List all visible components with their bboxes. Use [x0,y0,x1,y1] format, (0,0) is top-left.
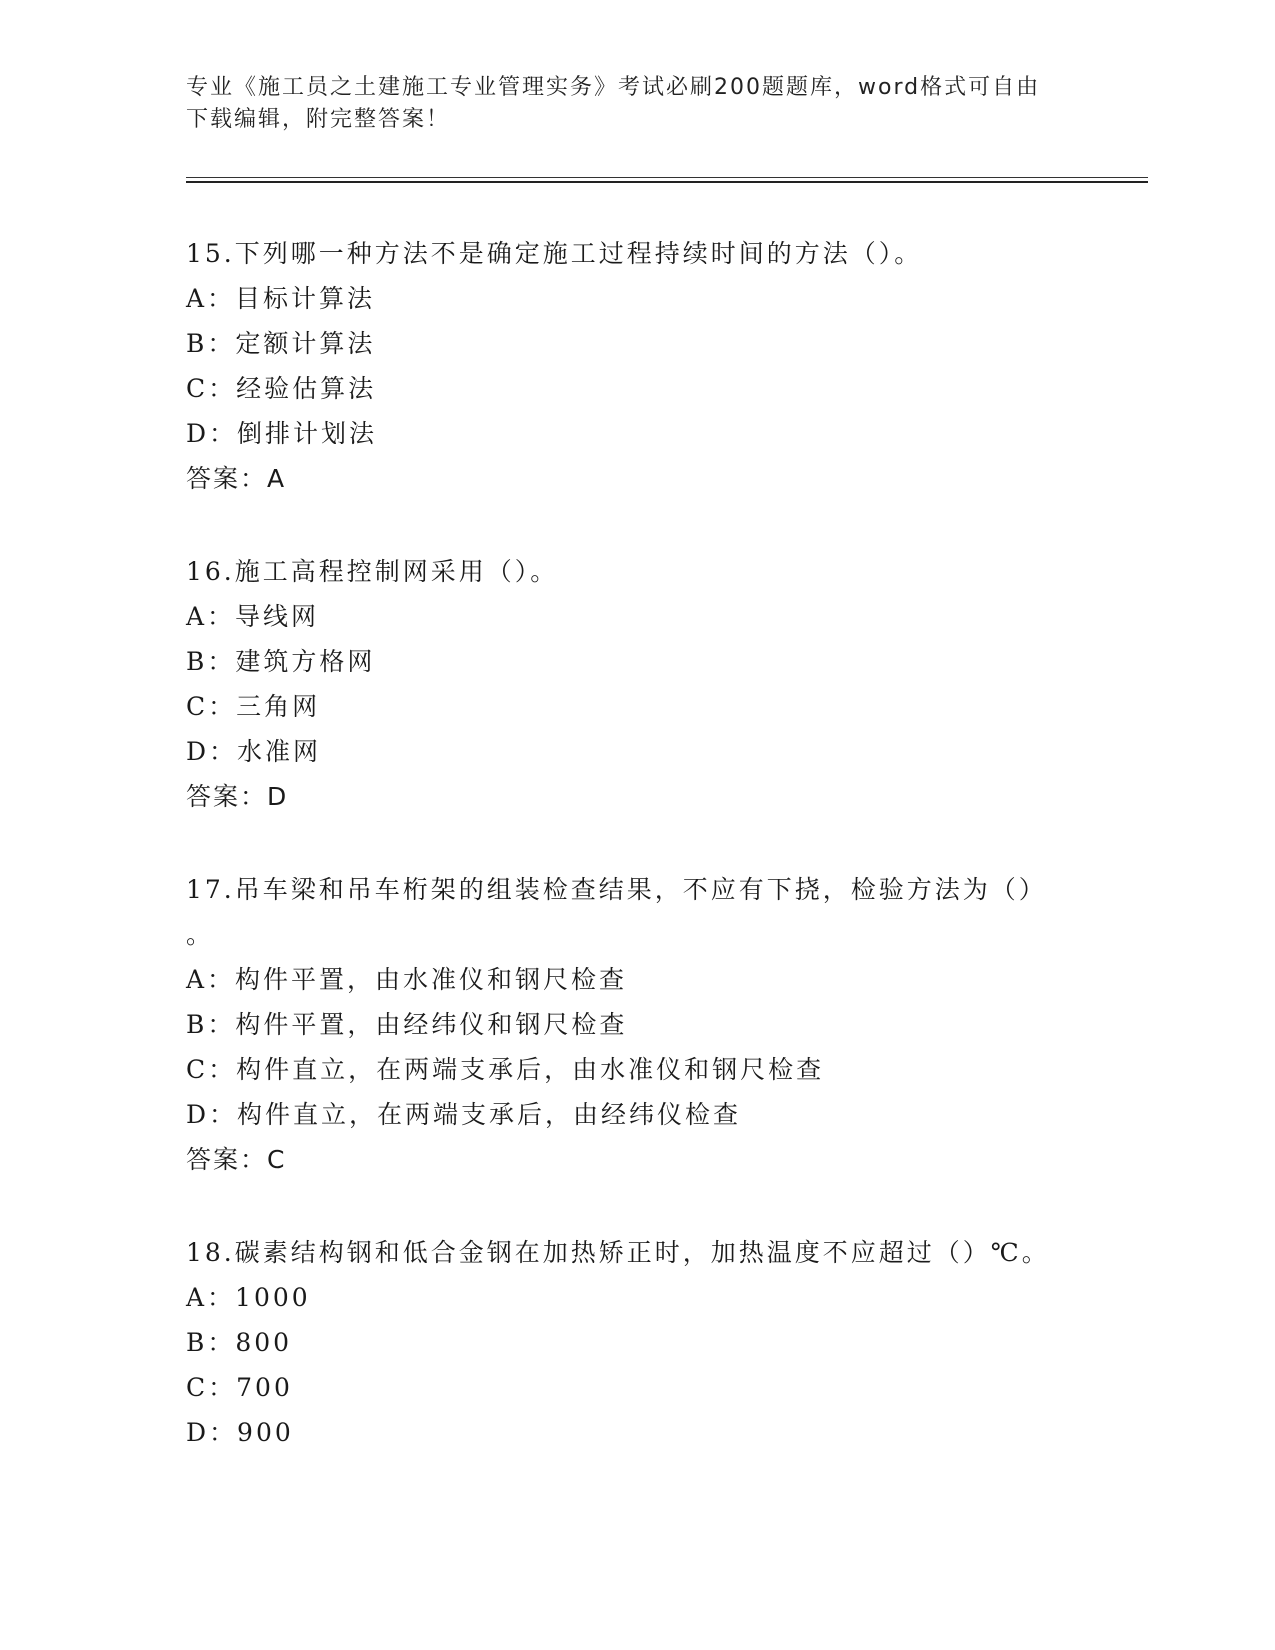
option-c: C：构件直立，在两端支承后，由水准仪和钢尺检查 [186,1055,825,1084]
question-18 [186,1230,1086,1455]
question-stem: 18.碳素结构钢和低合金钢在加热矫正时，加热温度不应超过（）℃。 [186,1238,1050,1267]
question-stem-continuation: 。 [186,920,215,949]
header-divider-thick [186,181,1148,183]
document-header [186,72,1066,136]
option-a: A：导线网 [186,602,320,631]
answer: 答案：D [186,782,289,811]
question-16 [186,549,1086,819]
question-stem: 15.下列哪一种方法不是确定施工过程持续时间的方法（）。 [186,239,923,268]
answer: 答案：C [186,1145,287,1174]
option-b: B：建筑方格网 [186,647,376,676]
option-c: C：700 [186,1373,293,1402]
option-a: A：1000 [186,1283,311,1312]
option-c: C：经验估算法 [186,374,377,403]
option-b: B：构件平置，由经纬仪和钢尺检查 [186,1010,628,1039]
option-a: A：构件平置，由水准仪和钢尺检查 [186,965,628,994]
question-17 [186,867,1086,1182]
option-d: D：水准网 [186,737,322,766]
option-a: A：目标计算法 [186,284,376,313]
header-line-1: 专业《施工员之土建施工专业管理实务》考试必刷200题题库，word格式可自由 [186,75,1041,100]
question-stem: 17.吊车梁和吊车桁架的组装检查结果，不应有下挠，检验方法为（） [186,875,1047,904]
option-d: D：构件直立，在两端支承后，由经纬仪检查 [186,1100,742,1129]
question-15 [186,231,1086,501]
option-b: B：800 [186,1328,293,1357]
question-stem: 16.施工高程控制网采用（）。 [186,557,559,586]
answer: 答案：A [186,464,287,493]
header-divider-thin [186,177,1148,178]
option-c: C：三角网 [186,692,321,721]
option-d: D：900 [186,1418,294,1447]
header-line-2: 下载编辑，附完整答案！ [186,107,451,132]
option-b: B：定额计算法 [186,329,376,358]
option-d: D：倒排计划法 [186,419,378,448]
